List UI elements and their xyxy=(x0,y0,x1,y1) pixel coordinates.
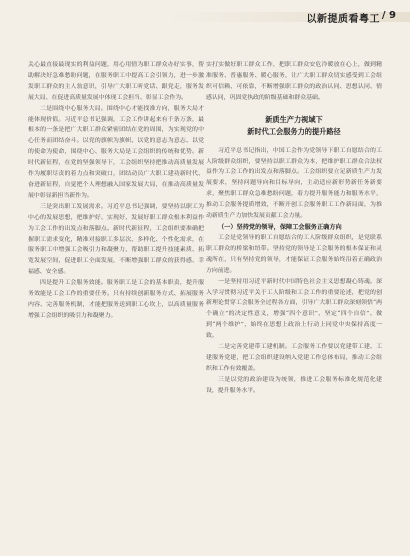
paragraph: 一是坚持用习近平新时代中国特色社会主义思想凝心铸魂。深入学习贯彻习近平关于工人阶级和工会工作的重要论述，把党的创新理论贯穿工会服务全过程各方面，引导广大职工群众深刻领悟“两个确立”的决定性意义，增强“四个意识”、坚定“四个自信”、做到“两个维护”，始终在思想上政治上行动上同党中央保持高度一致。 xyxy=(206,278,382,340)
paragraph: 实打实做好职工群众工作，把职工群众安危冷暖放在心上，做到精准服务、普惠服务、暖心服务，让广大职工群众切实感受到工会组织可信赖、可依靠，不断增强职工群众的政治认同、思想认同、情感认同，巩固党执政的阶级基础和群众基础。 xyxy=(206,62,382,101)
section-title-line1: 新质生产力视域下 xyxy=(265,114,323,124)
page-number: / 9 xyxy=(381,10,396,21)
section-title xyxy=(206,114,382,138)
left-column xyxy=(28,60,204,322)
section-title-line2: 新时代工会服务力的提升路径 xyxy=(247,126,341,136)
paragraph: 三是突出职工发展需求。习近平总书记强调，要坚持以职工为中心的发展思想，把维护好、实现好、发展好职工群众根本利益作为工会工作的出发点和落脚点。新时代新征程，工会组织要准确把握职工需求变化，精准对接职工多层次、多样化、个性化需求，在服务职工中增强工会吸引力和凝聚力，帮助职工提升技能素质、拓宽发展空间，促进职工全面发展，不断增强职工群众的获得感、幸福感、安全感。 xyxy=(28,203,204,276)
paragraph: 二是完善党建带工建机制。工会服务工作要以党建带工建、工建服务党建，把工会组织建设纳入党建工作总体布局，推动工会组织和工作有效覆盖。 xyxy=(206,344,382,372)
paragraph: 工会是党领导的职工自愿结合的工人阶级群众组织，是党联系职工群众的桥梁和纽带。坚持党的领导是工会服务的根本保证和灵魂所在，只有坚持党的领导，才能保证工会服务始终沿着正确政治方向前进。 xyxy=(206,234,382,274)
subsection-title: （一）坚持党的领导，保障工会服务正确方向 xyxy=(218,223,342,231)
paragraph: 习近平总书记指出，中国工会作为党领导下职工自愿结合的工人阶级群众组织，要坚持以职工群众为本，把维护职工群众合法权益作为工会工作的出发点和落脚点。工会组织要立足新质生产力发展要求，坚持问题导向和目标导向，主动适应新形势新任务新要求，聚焦职工群众急难愁盼问题，着力提升服务能力和服务水平，推动工会服务提质增效，不断开创工会服务职工工作新局面，为推动新质生产力加快发展贡献工会力量。 xyxy=(206,147,382,220)
right-column xyxy=(206,60,382,397)
paragraph: 三是以党的政治建设为统领，推进工会服务标准化规范化建设，提升服务水平。 xyxy=(206,376,382,394)
page-header xyxy=(0,0,410,34)
paragraph: 二是围绕中心服务大局。围绕中心才能找准方向，服务大局才能体现价值。习近平总书记强调，工会工作讲起来有千条万条，最根本的一条是把广大职工群众紧密团结在党的周围，为实现党的中心任务而团结奋斗。以党的旗帜为旗帜、以党的意志为意志、以党的使命为使命，围绕中心、服务大局是工会组织的传统和优势。新时代新征程，在党的坚强领导下，工会组织坚持把推动高质量发展作为履职尽责的着力点和突破口，团结动员广大职工建功新时代、奋进新征程，自觉把个人理想融入国家发展大局，在推动高质量发展中彰显新担当新作为。 xyxy=(28,105,204,199)
paragraph: 关心最直接最现实的利益问题，用心用情为职工群众办好实事，帮助解决好急难愁盼问题，在服务职工中提高工会引领力，进一步激发职工群众的主人翁意识，引导广大职工听党话、跟党走，服务发展大局、在促进高质量发展中体现工会担当、彰显工会作为。 xyxy=(28,62,204,101)
header-title: 以新提质看粤工 xyxy=(306,14,380,25)
paragraph: 四是提升工会服务效能。服务职工是工会的基本职责，提升服务效能是工会工作的重要任务。只有持续创新服务方式、拓展服务内容、完善服务机制，才能把服务送到职工心坎上，以高质量服务增强工会组织的吸引力和凝聚力。 xyxy=(28,280,204,319)
